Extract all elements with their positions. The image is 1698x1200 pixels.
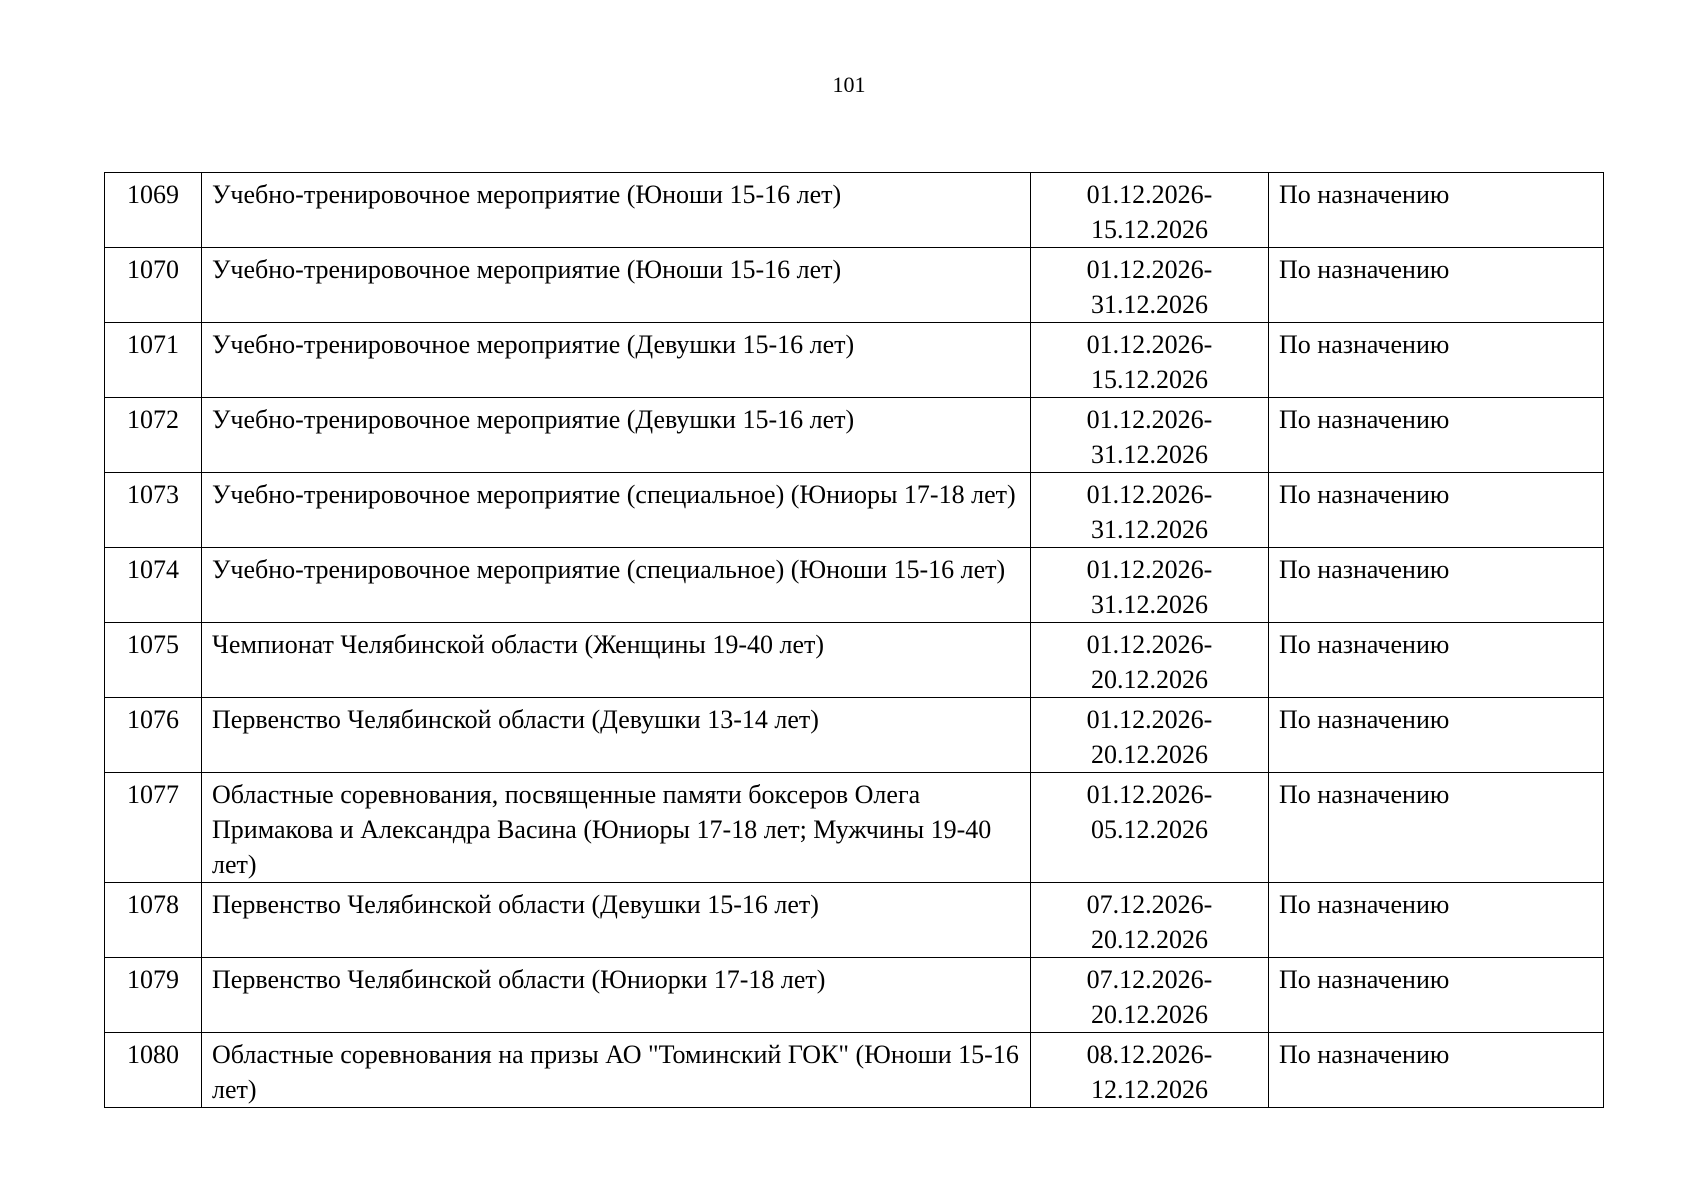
event-name: Учебно-тренировочное мероприятие (специальное) (Юноши 15-16 лет) — [202, 548, 1031, 623]
event-place: По назначению — [1269, 1033, 1604, 1108]
date-start: 01.12.2026- — [1086, 480, 1213, 509]
date-end: 31.12.2026 — [1091, 590, 1208, 619]
table-row — [105, 323, 1604, 398]
event-place: По назначению — [1269, 773, 1604, 883]
event-dates — [1031, 958, 1269, 1033]
table-row — [105, 773, 1604, 883]
event-name: Учебно-тренировочное мероприятие (Юноши 15-16 лет) — [202, 173, 1031, 248]
event-dates — [1031, 623, 1269, 698]
date-end: 31.12.2026 — [1091, 440, 1208, 469]
date-end: 31.12.2026 — [1091, 290, 1208, 319]
event-number: 1076 — [105, 698, 202, 773]
event-number: 1080 — [105, 1033, 202, 1108]
event-place: По назначению — [1269, 958, 1604, 1033]
events-table-body — [105, 173, 1604, 1108]
table-row — [105, 958, 1604, 1033]
event-name: Областные соревнования, посвященные памяти боксеров Олега Примакова и Александра Васина (Юниоры 17-18 лет; Мужчины 19-40 лет) — [202, 773, 1031, 883]
event-name: Учебно-тренировочное мероприятие (Девушки 15-16 лет) — [202, 398, 1031, 473]
event-place: По назначению — [1269, 623, 1604, 698]
event-dates — [1031, 883, 1269, 958]
date-end: 20.12.2026 — [1091, 665, 1208, 694]
date-end: 15.12.2026 — [1091, 365, 1208, 394]
date-end: 15.12.2026 — [1091, 215, 1208, 244]
event-dates — [1031, 548, 1269, 623]
event-number: 1070 — [105, 248, 202, 323]
event-dates — [1031, 1033, 1269, 1108]
date-start: 01.12.2026- — [1086, 555, 1213, 584]
event-number: 1078 — [105, 883, 202, 958]
event-name: Учебно-тренировочное мероприятие (Девушки 15-16 лет) — [202, 323, 1031, 398]
event-name: Первенство Челябинской области (Девушки 15-16 лет) — [202, 883, 1031, 958]
event-number: 1073 — [105, 473, 202, 548]
events-table — [104, 172, 1604, 1108]
event-dates — [1031, 698, 1269, 773]
event-dates — [1031, 248, 1269, 323]
date-end: 05.12.2026 — [1091, 815, 1208, 844]
date-end: 12.12.2026 — [1091, 1075, 1208, 1104]
event-name: Чемпионат Челябинской области (Женщины 19-40 лет) — [202, 623, 1031, 698]
event-place: По назначению — [1269, 398, 1604, 473]
event-number: 1075 — [105, 623, 202, 698]
event-name: Учебно-тренировочное мероприятие (Юноши 15-16 лет) — [202, 248, 1031, 323]
event-place: По назначению — [1269, 173, 1604, 248]
date-start: 01.12.2026- — [1086, 405, 1213, 434]
event-name: Учебно-тренировочное мероприятие (специальное) (Юниоры 17-18 лет) — [202, 473, 1031, 548]
table-row — [105, 623, 1604, 698]
event-place: По назначению — [1269, 883, 1604, 958]
table-row — [105, 398, 1604, 473]
date-start: 01.12.2026- — [1086, 780, 1213, 809]
date-end: 20.12.2026 — [1091, 1000, 1208, 1029]
date-start: 08.12.2026- — [1086, 1040, 1213, 1069]
table-row — [105, 548, 1604, 623]
event-name: Первенство Челябинской области (Юниорки 17-18 лет) — [202, 958, 1031, 1033]
event-number: 1072 — [105, 398, 202, 473]
event-place: По назначению — [1269, 473, 1604, 548]
event-name: Областные соревнования на призы АО "Томинский ГОК" (Юноши 15-16 лет) — [202, 1033, 1031, 1108]
date-start: 01.12.2026- — [1086, 330, 1213, 359]
table-row — [105, 473, 1604, 548]
event-dates — [1031, 323, 1269, 398]
event-dates — [1031, 773, 1269, 883]
date-start: 01.12.2026- — [1086, 255, 1213, 284]
event-place: По назначению — [1269, 248, 1604, 323]
table-row — [105, 1033, 1604, 1108]
date-end: 31.12.2026 — [1091, 515, 1208, 544]
date-start: 01.12.2026- — [1086, 180, 1213, 209]
event-name: Первенство Челябинской области (Девушки 13-14 лет) — [202, 698, 1031, 773]
date-end: 20.12.2026 — [1091, 925, 1208, 954]
date-start: 01.12.2026- — [1086, 630, 1213, 659]
page-number: 101 — [832, 72, 866, 97]
event-number: 1071 — [105, 323, 202, 398]
event-dates — [1031, 473, 1269, 548]
event-place: По назначению — [1269, 698, 1604, 773]
date-start: 01.12.2026- — [1086, 705, 1213, 734]
event-number: 1079 — [105, 958, 202, 1033]
date-start: 07.12.2026- — [1086, 965, 1213, 994]
date-start: 07.12.2026- — [1086, 890, 1213, 919]
event-number: 1077 — [105, 773, 202, 883]
table-row — [105, 698, 1604, 773]
event-number: 1074 — [105, 548, 202, 623]
event-dates — [1031, 173, 1269, 248]
event-dates — [1031, 398, 1269, 473]
table-row — [105, 883, 1604, 958]
date-end: 20.12.2026 — [1091, 740, 1208, 769]
table-row — [105, 173, 1604, 248]
event-place: По назначению — [1269, 323, 1604, 398]
event-place: По назначению — [1269, 548, 1604, 623]
table-row — [105, 248, 1604, 323]
event-number: 1069 — [105, 173, 202, 248]
